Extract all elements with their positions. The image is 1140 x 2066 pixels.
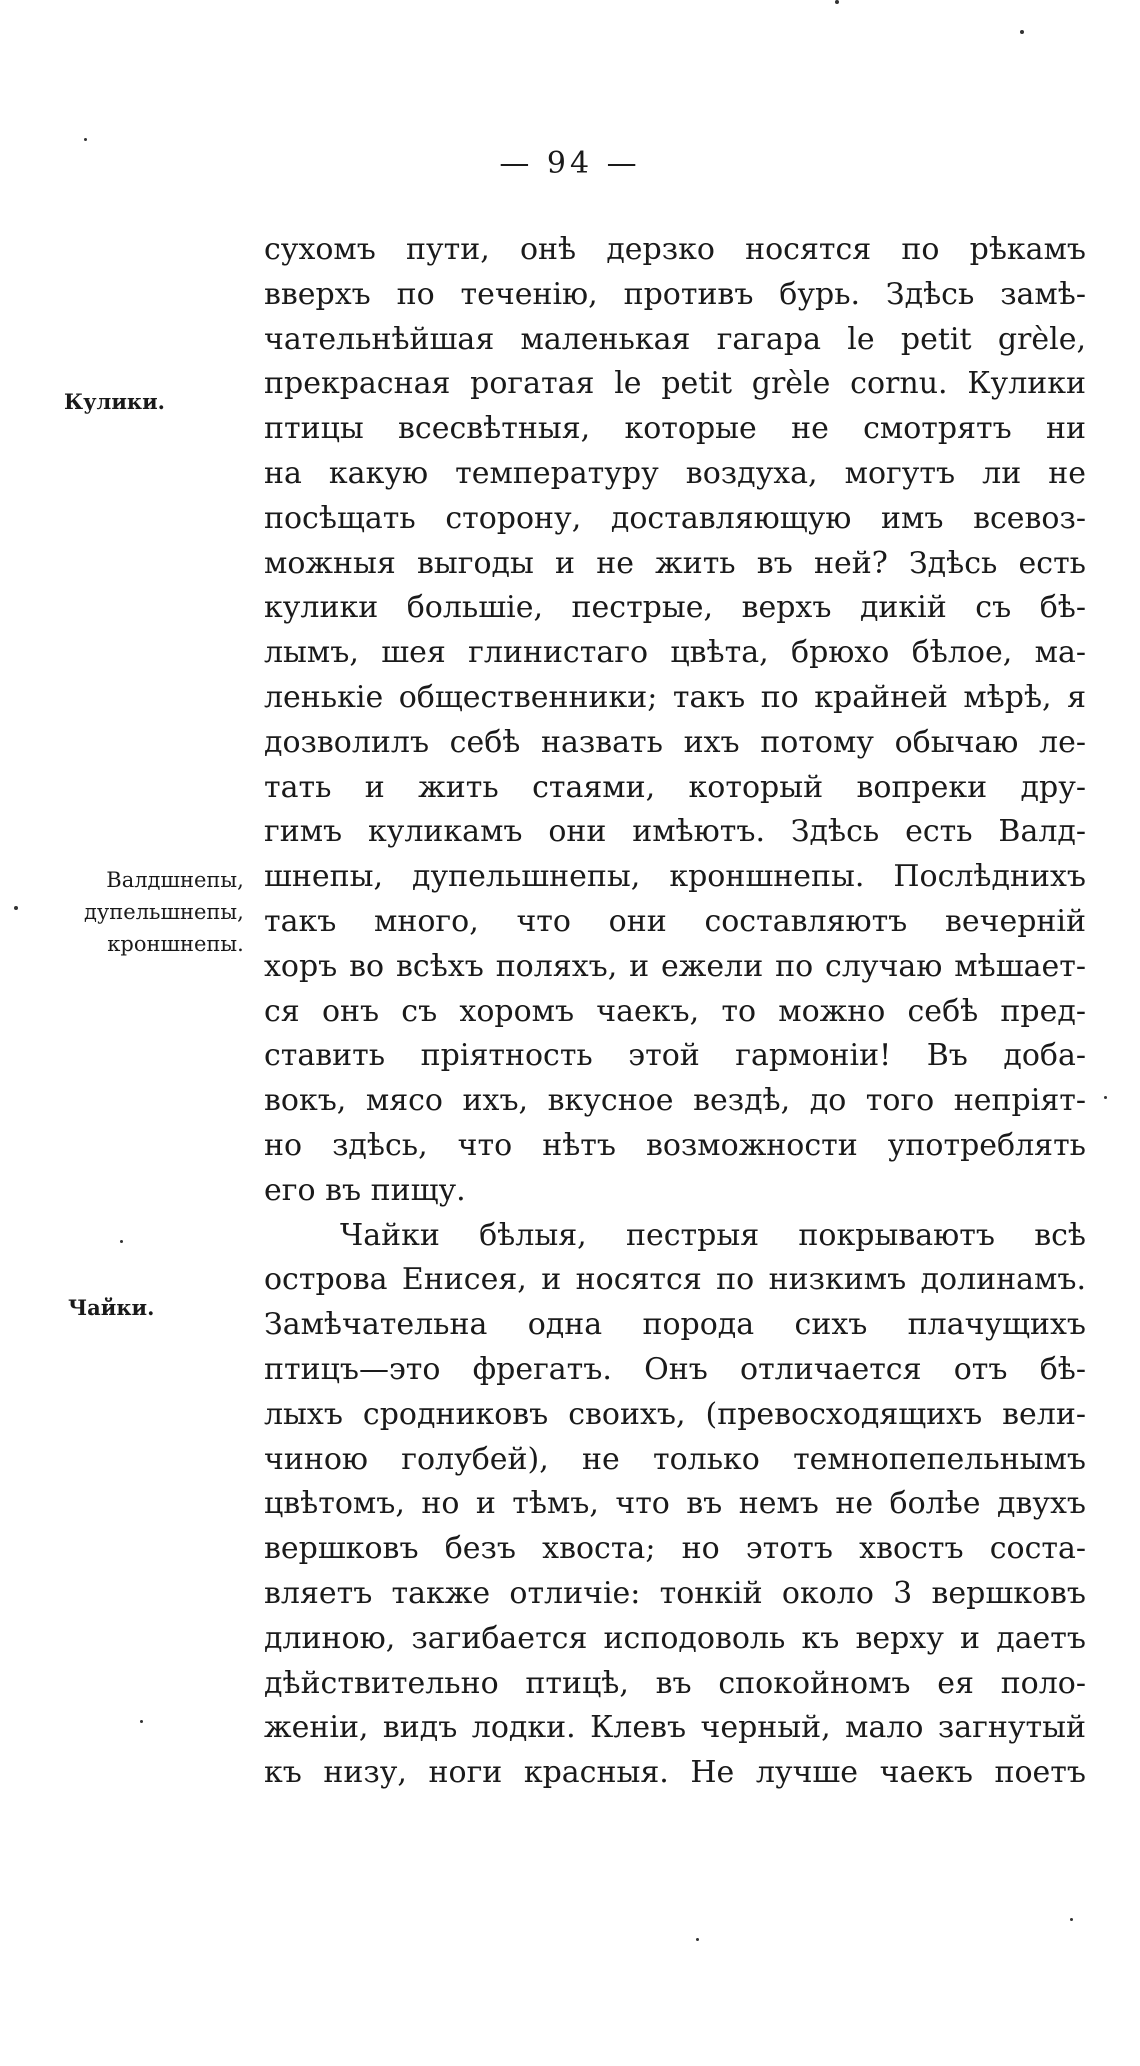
scan-speck [84,138,87,141]
text-line: посѣщать сторону, доставляющую имъ всевоз- [264,500,1086,536]
margin-note-chayki: Чайки. [68,1295,155,1320]
text-line: вверхъ по теченію, противъ бурь. Здѣсь замѣ- [264,276,1086,312]
text-line: къ низу, ноги красныя. Не лучше чаекъ поетъ [264,1755,1086,1791]
text-line: можныя выгоды и не жить въ ней? Здѣсь есть [264,545,1086,581]
text-line: чиною голубей), не только темнопепельнымъ [264,1441,1086,1477]
text-line: сухомъ пути, онѣ дерзко носятся по рѣкамъ [264,232,1086,267]
text-line: ставить пріятность этой гармоніи! Въ доба- [264,1038,1086,1074]
scan-speck [696,1938,699,1941]
text-line: Чайки бѣлыя, пестрыя покрываютъ всѣ [340,1217,1086,1253]
text-line: такъ много, что они составляютъ вечерній [264,903,1086,939]
text-line: вокъ, мясо ихъ, вкусное вездѣ, до того непріят- [264,1083,1086,1119]
margin-note-line: Валдшнепы, [106,868,244,892]
text-line: лыхъ сродниковъ своихъ, (превосходящихъ вели- [264,1396,1086,1432]
text-line: прекрасная рогатая le petit grèle cornu. Кулики [264,366,1086,402]
margin-note-kuliki: Кулики. [64,389,165,414]
page-number: — 94 — [499,146,641,181]
text-line: вляетъ также отличіе: тонкій около 3 вершковъ [264,1575,1086,1611]
margin-note-line: дупельшнепы, [84,900,244,924]
body-text [264,228,1086,1796]
scan-speck [120,1240,123,1243]
margin-note-valdshnepy [84,864,244,960]
text-line: птицъ—это фрегатъ. Онъ отличается отъ бѣ- [264,1351,1086,1387]
text-line: но здѣсь, что нѣтъ возможности употреблять [264,1127,1086,1163]
scan-speck [1070,1918,1073,1921]
text-line: дозволилъ себѣ назвать ихъ потому обычаю ле- [264,724,1086,760]
scan-speck [1104,1096,1107,1099]
text-line: хоръ во всѣхъ поляхъ, и ежели по случаю мѣшает- [264,948,1086,984]
text-line: его въ пищу. [264,1172,466,1208]
text-line: цвѣтомъ, но и тѣмъ, что въ немъ не болѣе двухъ [264,1486,1086,1522]
text-line: кулики большіе, пестрые, верхъ дикій съ бѣ- [264,590,1086,626]
text-line: тать и жить стаями, который вопреки дру- [264,769,1086,805]
text-line: вершковъ безъ хвоста; но этотъ хвостъ соста- [264,1531,1086,1567]
scan-speck [1020,30,1024,34]
text-line: Замѣчательна одна порода сихъ плачущихъ [264,1307,1086,1343]
text-line: птицы всесвѣтныя, которые не смотрятъ ни [264,411,1086,447]
margin-note-line: кроншнепы. [107,932,244,956]
scan-speck [140,1720,143,1723]
text-line: гимъ куликамъ они имѣютъ. Здѣсь есть Валд- [264,814,1086,850]
text-line: лымъ, шея глинистаго цвѣта, брюхо бѣлое, ма- [264,635,1086,671]
text-line: длиною, загибается исподоволь къ верху и даетъ [264,1620,1086,1656]
text-line: острова Енисея, и носятся по низкимъ долинамъ. [264,1262,1086,1298]
scan-speck [14,906,18,910]
text-line: чательнѣйшая маленькая гагара le petit grèle, [264,321,1086,357]
text-line: ленькіе общественники; такъ по крайней мѣрѣ, я [264,679,1086,715]
scan-speck [835,0,839,4]
text-line: женіи, видъ лодки. Клевъ черный, мало загнутый [264,1710,1086,1746]
text-line: шнепы, дупельшнепы, кроншнепы. Послѣднихъ [264,859,1086,895]
text-line: на какую температуру воздуха, могутъ ли не [264,455,1086,491]
text-line: дѣйствительно птицѣ, въ спокойномъ ея поло- [264,1665,1086,1701]
text-line: ся онъ съ хоромъ чаекъ, то можно себѣ пред- [264,993,1086,1029]
